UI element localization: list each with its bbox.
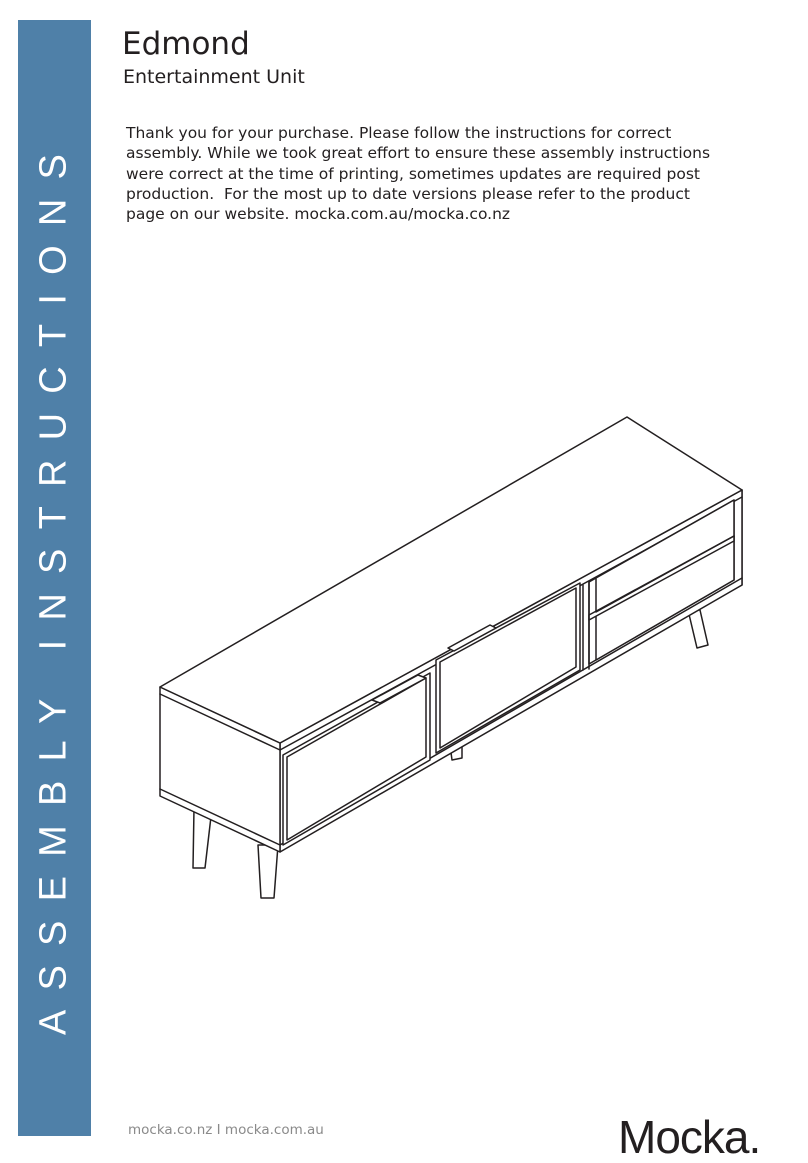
footer-website-links: mocka.co.nz I mocka.com.au <box>128 1122 324 1138</box>
product-title: Edmond <box>122 26 250 62</box>
intro-line: production. For the most up to date versions please refer to the product <box>126 184 690 203</box>
product-subtitle: Entertainment Unit <box>123 66 305 88</box>
front-leg-center <box>258 845 278 898</box>
intro-line: page on our website. mocka.com.au/mocka.co.nz <box>126 205 511 224</box>
mocka-logo: Mocka. <box>618 1111 761 1163</box>
intro-line: were correct at the time of printing, sometimes updates are required post <box>126 164 700 183</box>
intro-line: Thank you for your purchase. Please follow the instructions for correct <box>126 124 672 142</box>
back-leg-right <box>688 610 708 648</box>
intro-line: assembly. While we took great effort to ensure these assembly instructions <box>126 144 711 163</box>
assembly-instructions-heading: ASSEMBLY INSTRUCTIONS <box>32 134 75 1036</box>
